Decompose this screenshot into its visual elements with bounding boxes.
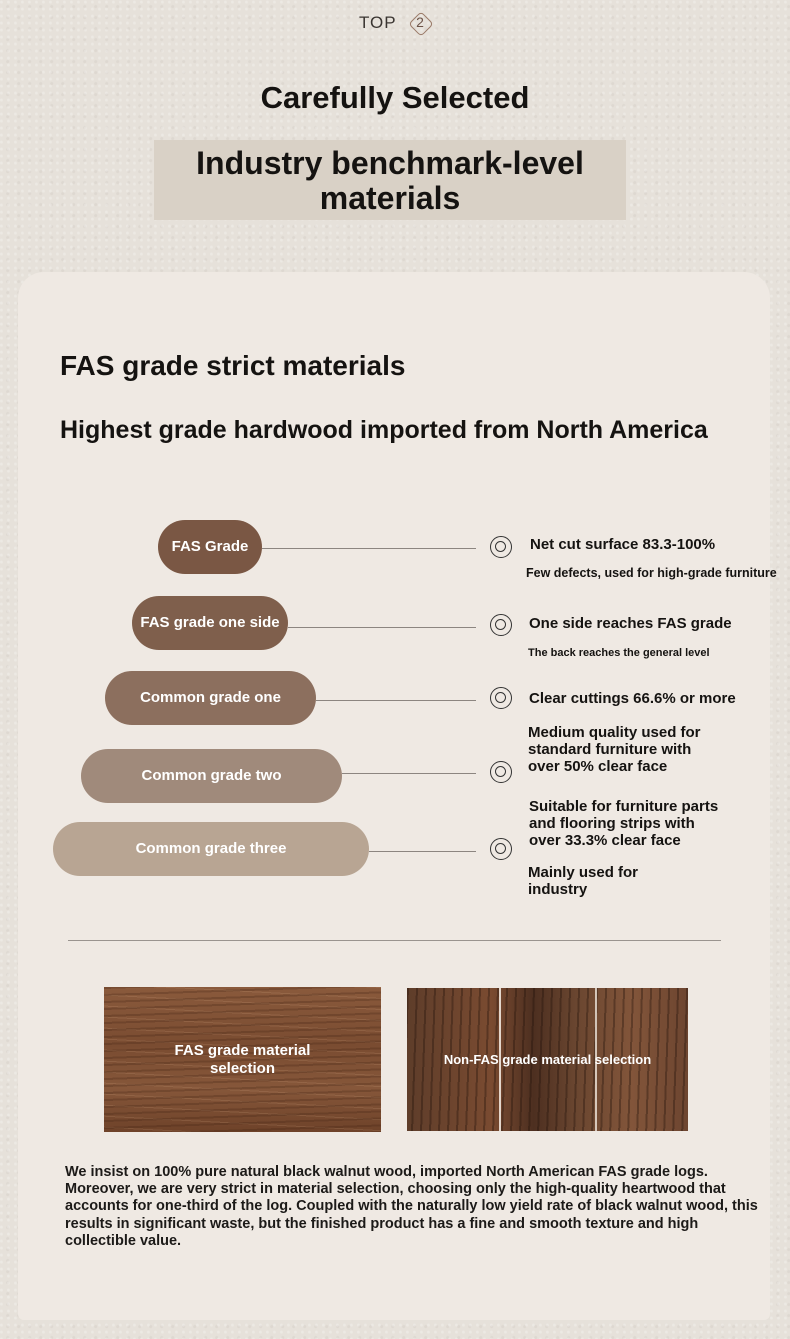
grade-pill-fas: FAS Grade xyxy=(158,520,262,574)
grade-pill-common-three: Common grade three xyxy=(53,822,369,876)
grade-description: Medium quality used for standard furniture with over 50% clear face xyxy=(528,724,701,775)
target-circle-icon xyxy=(490,614,512,636)
grade-pill-common-two: Common grade two xyxy=(81,749,342,803)
nonfas-wood-sample xyxy=(407,988,688,1131)
page-title: Carefully Selected xyxy=(260,80,530,115)
section-heading: FAS grade strict materials xyxy=(60,350,406,381)
connector-line xyxy=(262,548,476,549)
connector-line xyxy=(288,627,476,628)
connector-line xyxy=(342,773,476,774)
rank-number: 2 xyxy=(416,14,424,30)
grade-description: Mainly used for industry xyxy=(528,864,639,898)
target-circle-icon xyxy=(490,536,512,558)
grade-note: The back reaches the general level xyxy=(528,647,710,659)
target-circle-icon xyxy=(490,761,512,783)
grade-description: Net cut surface 83.3-100% xyxy=(530,536,716,553)
target-circle-icon xyxy=(490,687,512,709)
fas-wood-sample xyxy=(104,987,381,1132)
section-divider xyxy=(68,940,721,941)
nonfas-wood-label: Non-FAS grade material selection xyxy=(443,1052,652,1067)
grade-description: Clear cuttings 66.6% or more xyxy=(529,690,736,707)
grade-description: One side reaches FAS grade xyxy=(529,615,732,632)
top-ranking-mark xyxy=(0,12,790,34)
grade-note: Few defects, used for high-grade furniture xyxy=(526,566,777,580)
card-top-tab xyxy=(44,272,744,302)
connector-line xyxy=(369,851,476,852)
grade-pill-fas-one-side: FAS grade one side xyxy=(132,596,288,650)
grade-pill-common-one: Common grade one xyxy=(105,671,316,725)
target-circle-icon xyxy=(490,838,512,860)
section-subheading: Highest grade hardwood imported from North America xyxy=(60,416,708,444)
connector-line xyxy=(316,700,476,701)
top-label: TOP xyxy=(358,13,397,32)
grade-description: Suitable for furniture parts and flooring strips with over 33.3% clear face xyxy=(529,798,719,849)
page-subtitle: Industry benchmark-level materials xyxy=(196,145,584,216)
rank-badge-icon xyxy=(409,12,431,34)
fas-wood-label: FAS grade material selection xyxy=(174,1041,311,1077)
body-paragraph: We insist on 100% pure natural black walnut wood, imported North American FAS grade logs. Moreover, we are very strict in material selection, choosing only the high-quality heartwood that accounts for one-third of the log. Coupled with the naturally low yield rate of black walnut wood, this results in significant waste, but the finished product has a fine and smooth texture and high collectible value. xyxy=(65,1164,758,1249)
